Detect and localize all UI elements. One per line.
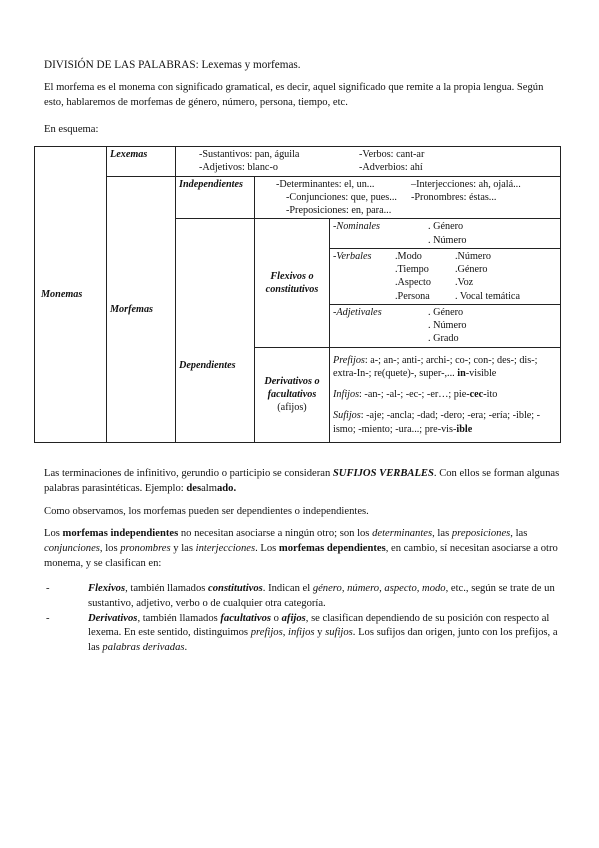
term-sufijos: sufijos (325, 627, 353, 639)
list-text (82, 582, 560, 612)
monemas-label: Monemas (41, 288, 83, 300)
afijos-examples (330, 347, 561, 442)
nominales-cell (330, 219, 561, 249)
ind-interjecciones: –Interjecciones: ah, ojalá... (411, 178, 521, 190)
observamos-paragraph: Como observamos, los morfemas pueden ser dependientes o independientes. (44, 506, 369, 517)
infijos-label: Infijos (333, 389, 360, 400)
list-1-t6: , se clasifican dependiendo de su posición con respecto al lexema. En este sentido, distinguimos (88, 612, 550, 639)
example-des: des (186, 482, 202, 494)
nominal-numero: . Número (428, 234, 467, 246)
p3-s13: . Los (255, 542, 279, 554)
intro-paragraph: El morfema es el monema con significado gramatical, es decir, aquel significado que remite a la propia lengua. Según esto, hablaremos de morfemas de género, número, persona, tiempo, etc. (44, 82, 544, 108)
p3-s15: , en cambio, sí necesitan asociarse a otro monema, y se clasifican en: (44, 542, 558, 569)
list-1-t4: o (271, 612, 282, 624)
p3-s3: no necesitan asociarse a ningún otro; son los (178, 528, 373, 539)
p3-s5: , las (432, 528, 452, 539)
derivativos-label: Derivativos o facultativos (264, 375, 320, 400)
term-palabras-derivadas: palabras derivadas (102, 642, 185, 654)
afijos-label: (afijos) (277, 402, 307, 414)
list-1-t12: . Los sufijos dan origen, junto con los prefijos, a las (88, 627, 558, 654)
sufijos-example-bold: ible (456, 423, 473, 435)
term-categorias: género, número, aspecto, modo (312, 583, 446, 594)
term-morfemas-independientes: morfemas independientes (62, 528, 179, 539)
verbales-label: -Verbales (333, 250, 372, 262)
verbal-aspecto: .Aspecto (395, 277, 431, 289)
adjetival-grado: . Grado (428, 333, 459, 345)
morfemas-paragraph (44, 527, 560, 571)
independientes-examples (255, 176, 561, 219)
monemas-cell (35, 147, 107, 443)
prefijos-line (333, 354, 557, 381)
term-infijos: infijos (288, 627, 315, 639)
independientes-cell (176, 176, 255, 219)
scheme-table (34, 146, 561, 443)
prefijos-text: : a-; an-; anti-; archi-; co-; con-; des-; dis-; extra-In-; re(quete)-, super-,... (333, 354, 538, 379)
dependientes-label: Dependientes (179, 359, 236, 371)
sufijos-line (333, 409, 557, 436)
sufijos-text: : -aje; -ancla; -dad; -dero; -era; -ería; -ible; -ismo; -miento; -ura...; (333, 410, 541, 435)
list-item-flexivos (44, 582, 560, 612)
verbal-tiempo: .Tiempo (395, 264, 429, 275)
p3-s1: Los (44, 528, 63, 539)
list-0-t4: . Indican el (262, 583, 313, 594)
list-1-t8: , (282, 627, 288, 639)
list-1-t14: . (184, 642, 188, 654)
ind-conjunciones: -Conjunciones: que, pues... (286, 191, 397, 203)
list-text (82, 612, 560, 656)
term-derivativos: Derivativos (88, 612, 138, 624)
lexema-adverbios: -Adverbios: ahí (359, 162, 423, 174)
verbal-voz: .Voz (455, 277, 474, 289)
page-title: DIVISIÓN DE LAS PALABRAS: Lexemas y morfemas. (44, 59, 301, 71)
ind-pronombres: -Pronombres: éstas... (411, 191, 497, 203)
list-0-t2: , también llamados (125, 583, 209, 594)
p3-s7: , las (510, 528, 528, 539)
derivativos-cell (255, 347, 330, 442)
lexemas-label: Lexemas (110, 149, 148, 160)
infinitivo-paragraph (44, 467, 560, 497)
adjetivales-label: -Adjetivales (333, 306, 382, 318)
list-1-t2: , también llamados (137, 612, 221, 624)
adjetivales-cell (330, 304, 561, 347)
esquema-label: En esquema: (44, 124, 99, 135)
flexivos-cell (255, 219, 330, 347)
morfemas-label: Morfemas (110, 303, 154, 315)
adjetival-numero: . Número (428, 320, 467, 331)
list-bullet: - (46, 612, 50, 624)
verbal-vocal-tematica: . Vocal temática (455, 290, 520, 302)
sufijos-verbales-term: SUFIJOS VERBALES (332, 468, 434, 479)
term-determinantes: determinantes (372, 528, 433, 539)
example-alm: alm (201, 482, 217, 494)
ind-determinantes: -Determinantes: el, un... (276, 178, 375, 190)
term-facultativos: facultativos (220, 612, 272, 624)
list-1-t10: y (314, 627, 326, 639)
classification-list (44, 582, 560, 656)
adjetival-genero: . Género (428, 306, 464, 318)
infijos-example-bold: -cec- (466, 389, 487, 400)
infinitivo-text-c: . Con ellos se forman algunas palabras parasintéticas. Ejemplo: (44, 468, 560, 494)
sufijos-example-a: pre-vis- (424, 423, 457, 435)
independientes-label: Independientes (179, 178, 243, 190)
list-item-derivativos (44, 612, 560, 656)
infijos-example-a: pie (453, 389, 467, 400)
dependientes-cell (176, 219, 255, 443)
list-bullet: - (46, 583, 50, 594)
verbal-genero: .Género (455, 264, 488, 275)
verbal-modo: .Modo (395, 250, 422, 262)
morfemas-cell (107, 176, 176, 442)
term-afijos: afijos (281, 612, 306, 624)
p3-s11: y las (170, 542, 196, 554)
term-morfemas-dependientes: morfemas dependientes (278, 542, 386, 554)
verbal-persona: .Persona (395, 290, 430, 302)
infinitivo-text-a: Las terminaciones de infinitivo, gerundio o participio se consideran (44, 468, 333, 479)
nominal-genero: . Género (428, 221, 464, 233)
term-prefijos: prefijos (250, 627, 283, 639)
infijos-example-c: ito (486, 389, 498, 400)
lexema-verbos: -Verbos: cant-ar (359, 149, 425, 160)
sufijos-label: Sufijos (333, 410, 361, 422)
lexema-adjetivos: -Adjetivos: blanc-o (199, 162, 278, 174)
term-interjecciones: interjecciones (195, 542, 256, 554)
infijos-text: : -an-; -al-; -ec-; -er…; (359, 389, 454, 400)
verbal-numero: .Número (455, 250, 491, 262)
lexemas-examples (176, 147, 561, 177)
infijos-line (333, 388, 557, 401)
prefijos-label: Prefijos (333, 354, 365, 366)
term-flexivos: Flexivos (88, 583, 126, 594)
lexemas-cell (107, 147, 176, 177)
flexivos-label: Flexivos o constitutivos (265, 270, 319, 295)
term-pronombres: pronombres (120, 542, 171, 554)
term-conjunciones: conjunciones (44, 542, 100, 554)
ind-preposiciones: -Preposiciones: en, para... (286, 205, 392, 216)
nominales-label: -Nominales (333, 221, 380, 233)
term-preposiciones: preposiciones (451, 528, 511, 539)
term-constitutivos: constitutivos (208, 583, 263, 594)
prefijos-example-bold: in (457, 367, 466, 379)
verbales-cell (330, 248, 561, 304)
lexema-sustantivos: -Sustantivos: pan, águila (199, 149, 300, 160)
example-ado: ado. (216, 482, 237, 494)
prefijos-example: -visible (465, 367, 497, 379)
p3-s9: , los (99, 542, 121, 554)
list-0-t6: , etc., según se trate de un sustantivo, adjetivo, verbo o de cualquier otra categoría. (88, 583, 555, 609)
